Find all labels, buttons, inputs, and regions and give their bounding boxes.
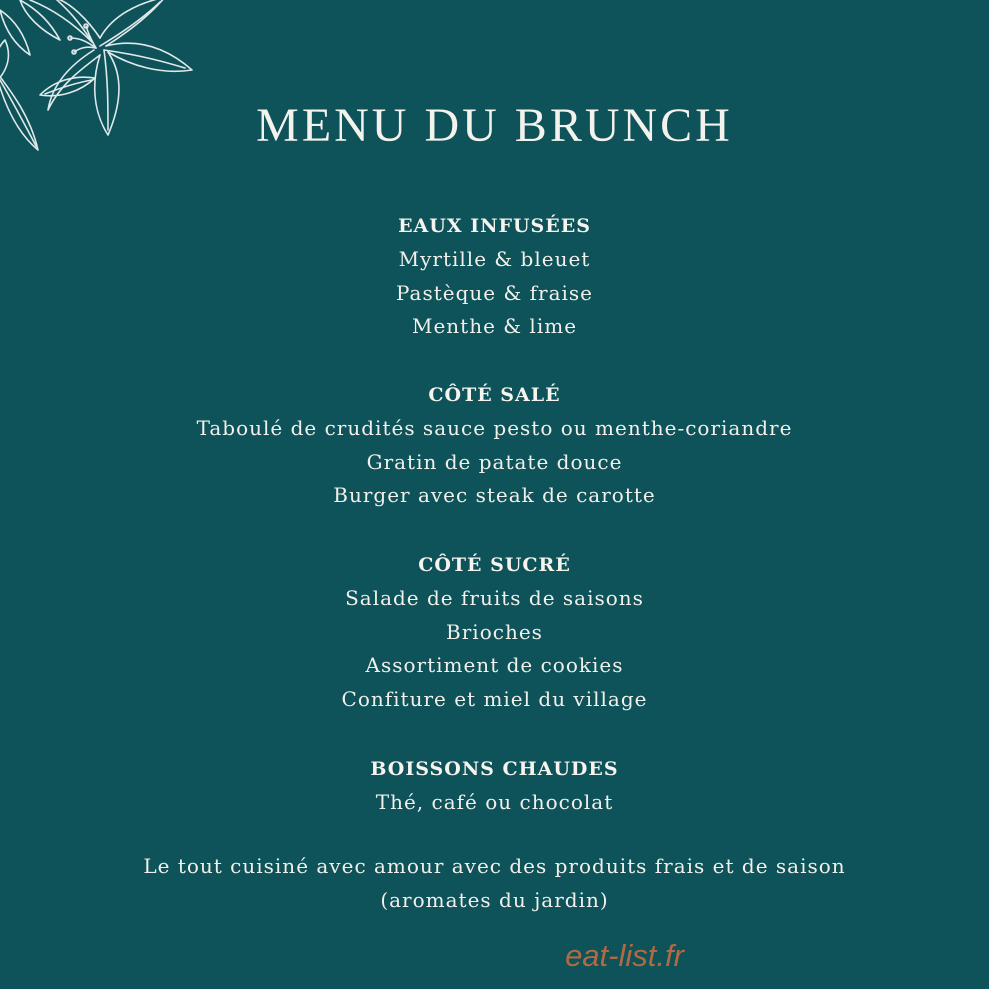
menu-item: Salade de fruits de saisons [345,586,644,610]
menu-item: Pastèque & fraise [395,280,594,305]
section-boissons-chaudes [0,752,989,820]
menu-item: Myrtille & bleuet [398,247,591,271]
section-heading: CÔTÉ SALÉ [428,384,561,406]
menu-item: Confiture et miel du village [341,686,648,711]
item-list [0,786,989,820]
item-list [0,582,989,716]
menu-item: Taboulé de crudités sauce pesto ou menthe-coriandre [196,416,793,440]
section-cote-sucre [0,548,989,716]
menu-item: Burger avec steak de carotte [333,483,656,507]
section-cote-sale [0,378,989,513]
section-heading: BOISSONS CHAUDES [370,758,619,780]
section-heading: EAUX INFUSÉES [398,215,591,237]
item-list [0,412,989,513]
item-list [0,243,989,344]
menu-item: Gratin de patate douce [366,449,623,474]
menu-item: Menthe & lime [411,314,578,338]
footer-line: (aromates du jardin) [380,887,609,912]
menu-item: Thé, café ou chocolat [375,790,614,814]
menu-item: Brioches [446,619,543,644]
menu-item: Assortiment de cookies [365,653,624,677]
watermark: eat-list.fr [565,938,684,973]
page-title: MENU DU BRUNCH [256,99,733,152]
footer-line: Le tout cuisiné avec amour avec des produits frais et de saison [143,854,846,878]
footer-note [0,850,989,917]
section-eaux-infusees [0,209,989,344]
section-heading: CÔTÉ SUCRÉ [418,554,571,576]
